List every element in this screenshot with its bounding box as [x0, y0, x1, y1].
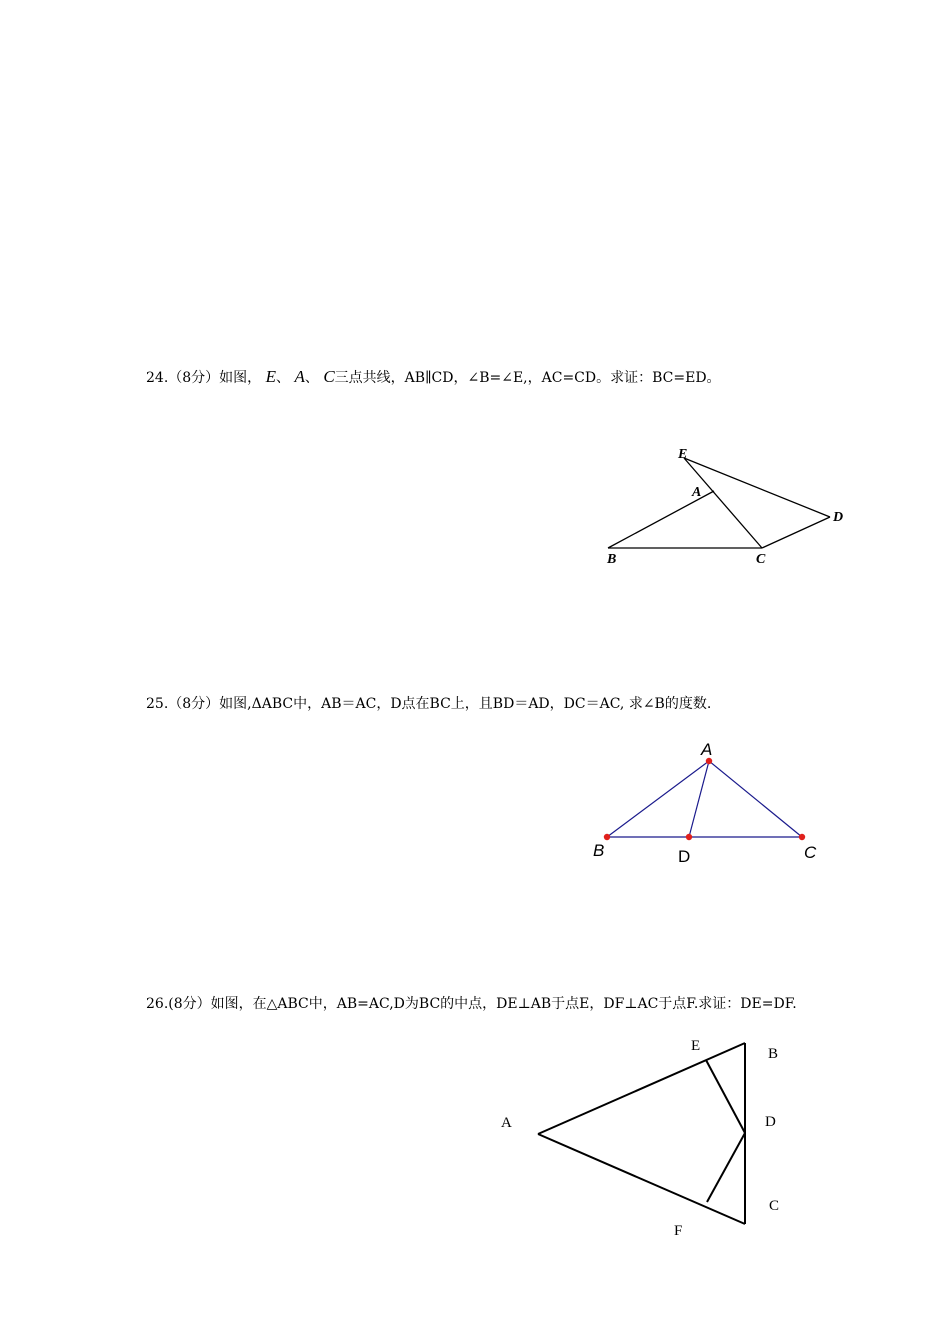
segment-ab [538, 1043, 745, 1134]
segment-ec [684, 458, 762, 548]
label-e: E [691, 1038, 701, 1054]
label-c: C [804, 843, 817, 862]
separator-2: 、 [304, 370, 319, 386]
problem-25-statement: 25.（8分）如图,ΔABC中，AB＝AC，D点在BC上，且BD＝AD，DC＝AC, 求∠B的度数. [146, 696, 712, 712]
segment-ac [538, 1134, 745, 1224]
segment-cd [762, 517, 830, 548]
problem-24-text: 三点共线，AB∥CD，∠B=∠E,，AC=CD。求证：BC=ED。 [334, 370, 721, 386]
problem-24-statement [146, 366, 721, 389]
label-a: A [701, 740, 713, 759]
problem-24-number: 24. [146, 370, 169, 386]
point-c [799, 834, 805, 840]
point-a-label: A [294, 367, 305, 386]
problem-26-statement: 26.(8分）如图，在△ABC中，AB=AC,D为BC的中点，DE⊥AB于点E，DF⊥AC于点F.求证：DE=DF. [146, 996, 797, 1012]
segment-de [706, 1060, 745, 1133]
problem-24-prefix: （8分）如图， [168, 370, 262, 386]
problem-24-figure [596, 440, 856, 575]
problem-26-figure [490, 1030, 790, 1245]
label-b: B [768, 1046, 779, 1062]
point-e-label: E [265, 367, 277, 386]
point-c-label: C [323, 367, 335, 386]
label-d: D [678, 847, 691, 866]
label-b: B [593, 841, 605, 860]
point-b [604, 834, 610, 840]
label-a: A [501, 1115, 512, 1131]
segment-ad [689, 761, 709, 837]
label-d: D [833, 510, 844, 525]
point-d [686, 834, 692, 840]
label-e: E [678, 447, 688, 462]
separator-1: 、 [276, 370, 291, 386]
segment-ba [607, 761, 709, 837]
segment-df [707, 1133, 745, 1202]
label-d: D [765, 1114, 776, 1130]
problem-25-figure [585, 735, 830, 870]
segment-ed [684, 458, 830, 517]
label-f: F [674, 1223, 683, 1239]
label-a: A [692, 485, 702, 500]
label-c: C [769, 1198, 780, 1214]
label-b: B [607, 552, 617, 567]
segment-ac [709, 761, 802, 837]
label-c: C [756, 552, 766, 567]
